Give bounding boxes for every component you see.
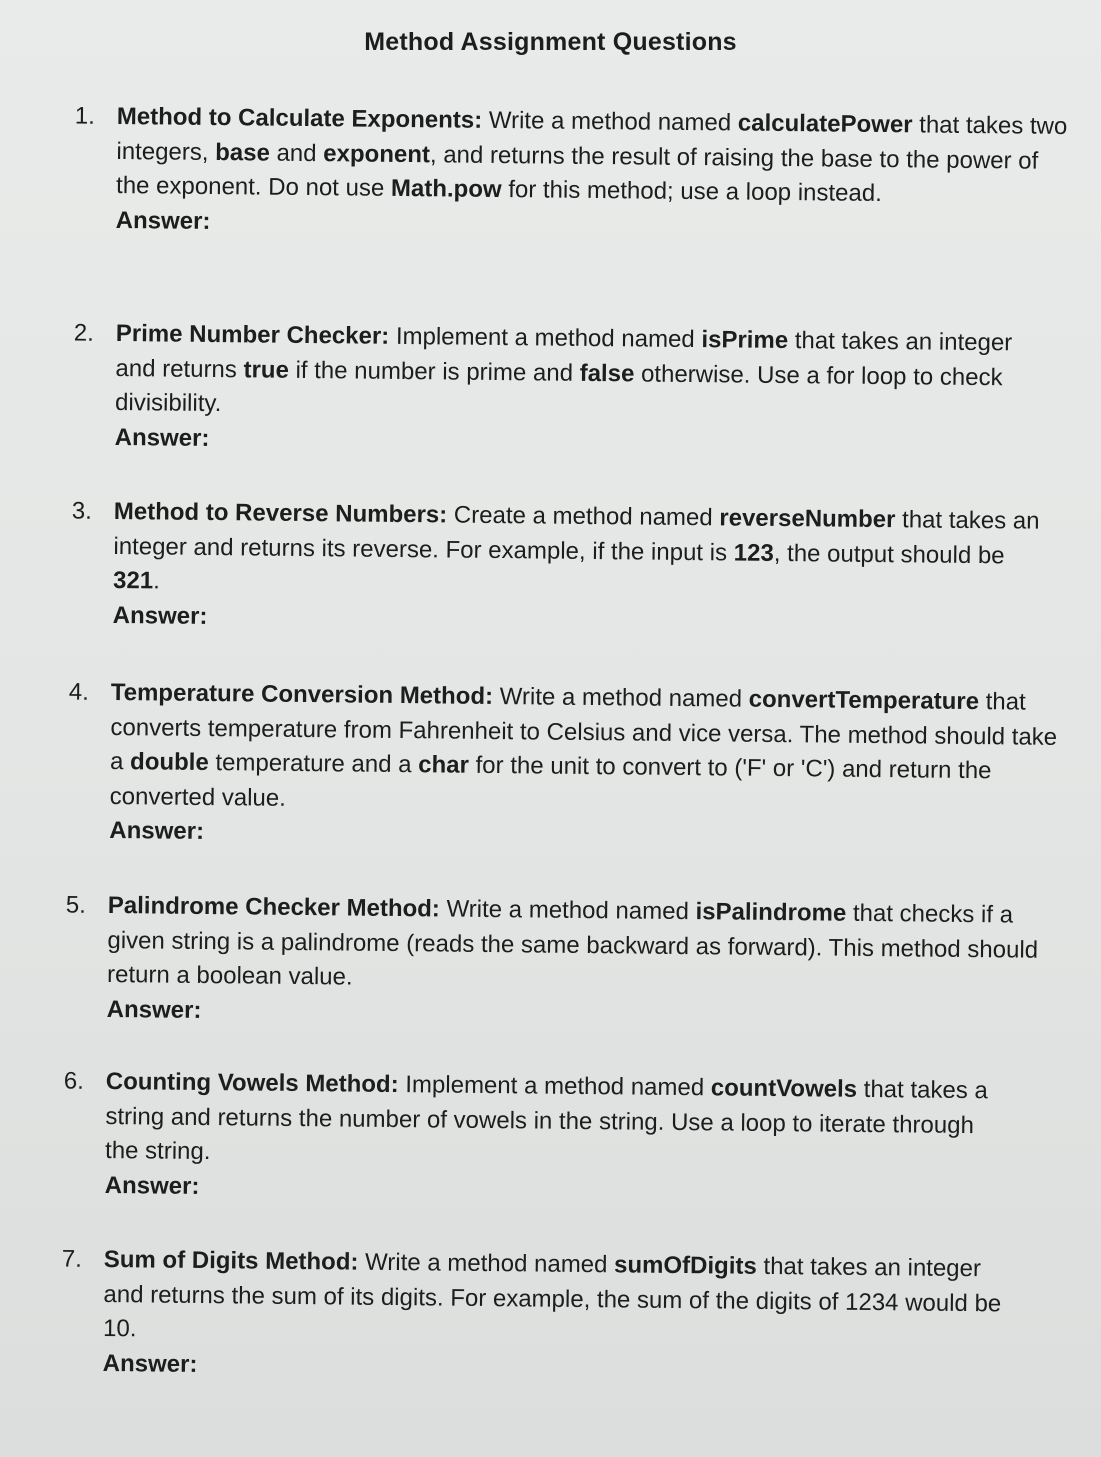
document-title: Method Assignment Questions	[364, 28, 737, 56]
question-text: temperature and a	[208, 749, 419, 779]
question-number: 1.	[74, 102, 95, 130]
question-text: Implement a method named	[398, 1071, 711, 1102]
type-name: char	[418, 751, 470, 779]
question-text: Write a method named	[492, 683, 749, 713]
question-text: if the number is prime and	[288, 356, 580, 387]
answer-label: Answer:	[114, 423, 210, 452]
method-name: isPrime	[701, 326, 789, 355]
question-5	[65, 889, 1053, 1037]
question-text: that checks if a given string is a palindrome (reads the same backward as forward). This method should return a boolean value.	[106, 899, 1039, 991]
answer-label: Answer:	[109, 816, 205, 845]
method-name: convertTemperature	[748, 685, 980, 716]
question-text: .	[153, 567, 160, 595]
question-text: that takes an integer and returns its reverse. For example, if the input is	[113, 506, 1040, 566]
question-title: Sum of Digits Method:	[103, 1245, 359, 1276]
question-title: Method to Reverse Numbers:	[113, 497, 448, 529]
method-name: isPalindrome	[695, 898, 847, 927]
method-name: calculatePower	[737, 109, 913, 139]
keyword: false	[579, 359, 635, 387]
method-name: countVowels	[710, 1074, 858, 1103]
answer-label: Answer:	[104, 1171, 200, 1200]
question-text: that takes a string and returns the number of vowels in the string. Use a loop to iterate through the string.	[104, 1075, 988, 1166]
type-name: double	[129, 748, 209, 777]
question-text: Implement a method named	[389, 322, 702, 354]
question-text: for this method; use a loop instead.	[501, 176, 882, 208]
question-text: Write a method named	[358, 1248, 615, 1279]
question-text: that takes an integer and returns the sum of its digits. For example, the sum of the digits of 1234 would be 10.	[102, 1252, 1002, 1343]
question-title: Counting Vowels Method:	[105, 1067, 399, 1099]
answer-label: Answer:	[115, 206, 211, 235]
question-number: 3.	[71, 497, 92, 525]
question-3	[71, 495, 1054, 643]
question-text: otherwise. Use a for loop to check divisibility.	[114, 359, 1003, 418]
example-value: 321	[112, 566, 154, 595]
question-text: and	[269, 139, 324, 167]
question-4	[68, 676, 1066, 858]
question-text: Create a method named	[447, 501, 720, 532]
answer-label: Answer:	[112, 601, 208, 630]
keyword: true	[243, 355, 290, 384]
question-1	[74, 100, 1077, 248]
question-number: 4.	[68, 678, 89, 706]
question-text: that converts temperature from Fahrenheit to Celsius and vice versa. The method should take a	[109, 688, 1058, 776]
question-7	[61, 1243, 1024, 1391]
question-title: Palindrome Checker Method:	[107, 891, 441, 923]
parameter-name: base	[215, 138, 271, 167]
api-name: Math.pow	[390, 174, 502, 204]
question-text: that takes an integer and returns	[115, 327, 1013, 383]
method-name: reverseNumber	[719, 504, 896, 534]
question-title: Temperature Conversion Method:	[110, 678, 494, 711]
question-number: 5.	[65, 891, 86, 919]
answer-label: Answer:	[102, 1349, 198, 1378]
question-text: that takes two integers,	[116, 111, 1068, 166]
question-number: 6.	[63, 1067, 84, 1095]
question-text: Write a method named	[482, 106, 738, 137]
question-title: Prime Number Checker:	[115, 319, 390, 350]
question-number: 2.	[73, 319, 94, 347]
method-name: sumOfDigits	[613, 1251, 757, 1280]
answer-label: Answer:	[106, 995, 202, 1024]
question-6	[63, 1065, 1006, 1212]
parameter-name: exponent	[323, 139, 431, 168]
question-2	[73, 317, 1046, 465]
question-text: for the unit to convert to ('F' or 'C') and return the converted value.	[109, 751, 992, 812]
question-number: 7.	[61, 1245, 82, 1273]
question-title: Method to Calculate Exponents:	[116, 102, 483, 134]
example-value: 123	[733, 538, 774, 567]
question-text: Write a method named	[439, 895, 696, 926]
question-text: , and returns the result of raising the base to the power of the exponent. Do not use	[115, 140, 1039, 202]
question-text: , the output should be	[773, 539, 1005, 569]
